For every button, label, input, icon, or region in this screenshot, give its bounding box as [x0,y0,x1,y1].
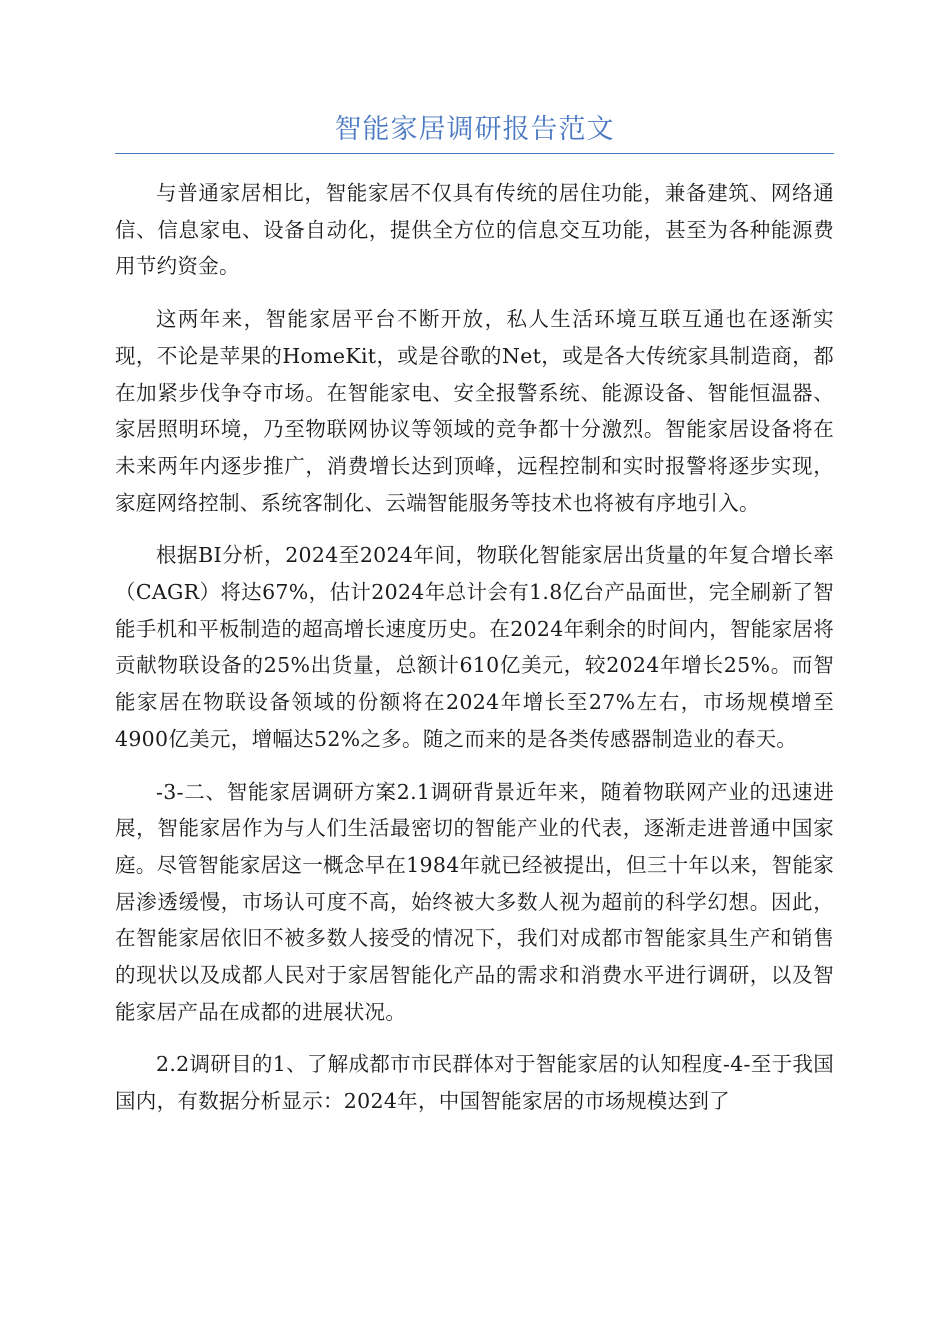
body-paragraph-1: 与普通家居相比，智能家居不仅具有传统的居住功能，兼备建筑、网络通信、信息家电、设备自动化，提供全方位的信息交互功能，甚至为各种能源费用节约资金。 [115,181,834,279]
body-paragraph-3: 根据BI分析，2024至2024年间，物联化智能家居出货量的年复合增长率（CAGR）将达67%，估计2024年总计会有1.8亿台产品面世，完全刷新了智能手机和平板制造的超高增长速度历史。在2024年剩余的时间内，智能家居将贡献物联设备的25%出货量，总额计610亿美元，较2024年增长25%。而智能家居在物联设备领域的份额将在2024年增长至27%左右，市场规模增至4900亿美元，增幅达52%之多。随之而来的是各类传感器制造业的春天。 [115,543,834,751]
document-body [115,175,834,1136]
body-paragraph-2: 这两年来，智能家居平台不断开放，私人生活环境互联互通也在逐渐实现，不论是苹果的HomeKit，或是谷歌的Net，或是各大传统家具制造商，都在加紧步伐争夺市场。在智能家电、安全报警系统、能源设备、智能恒温器、家居照明环境，乃至物联网协议等领域的竞争都十分激烈。智能家居设备将在未来两年内逐步推广，消费增长达到顶峰，远程控制和实时报警将逐步实现，家庭网络控制、系统客制化、云端智能服务等技术也将被有序地引入。 [115,307,834,515]
body-paragraph-4: -3-二、智能家居调研方案2.1调研背景近年来，随着物联网产业的迅速进展，智能家居作为与人们生活最密切的智能产业的代表，逐渐走进普通中国家庭。尽管智能家居这一概念早在1984年就已经被提出，但三十年以来，智能家居渗透缓慢，市场认可度不高，始终被大多数人视为超前的科学幻想。因此，在智能家居依旧不被多数人接受的情况下，我们对成都市智能家具生产和销售的现状以及成都人民对于家居智能化产品的需求和消费水平进行调研，以及智能家居产品在成都的进展状况。 [115,779,834,1024]
title-underline-divider [115,153,834,154]
document-title: 智能家居调研报告范文 [334,114,615,145]
body-paragraph-5: 2.2调研目的1、了解成都市市民群体对于智能家居的认知程度-4-至于我国国内，有数据分析显示：2024年，中国智能家居的市场规模达到了 [115,1052,834,1114]
